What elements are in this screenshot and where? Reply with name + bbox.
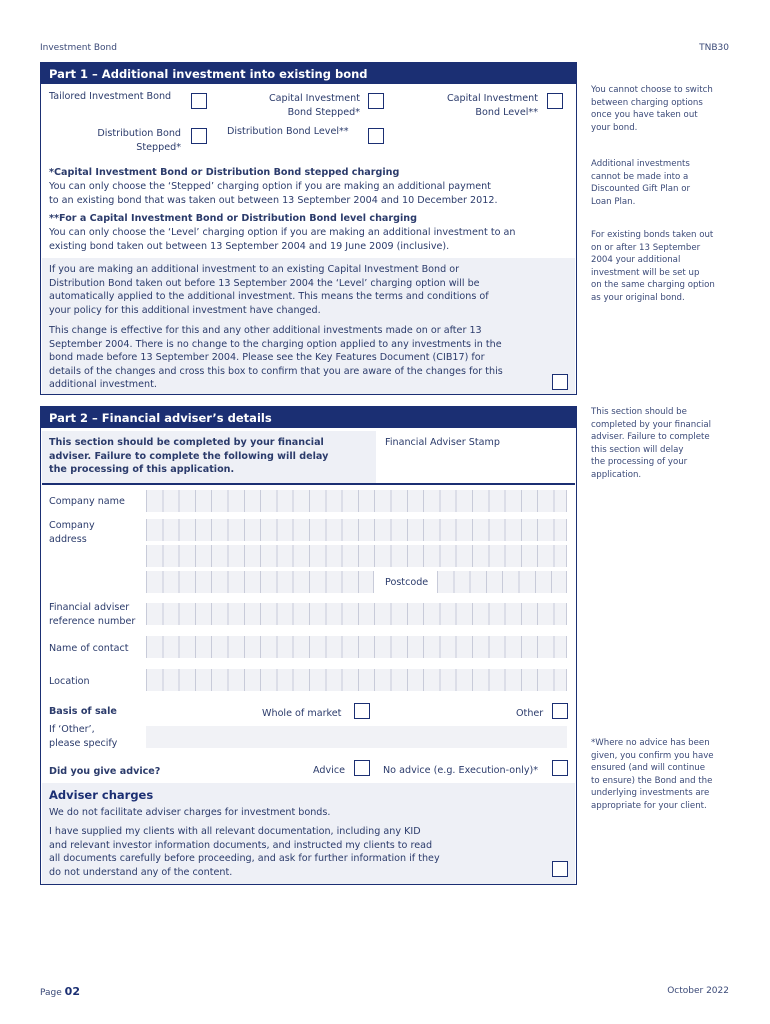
location-label: Location: [49, 676, 90, 687]
dist-stepped-label: Distribution Bond Stepped*: [97, 128, 181, 153]
cap-level-label: Capital Investment Bond Level**: [446, 93, 538, 118]
whole-of-market-label: Whole of market: [262, 708, 342, 719]
level-text-2: existing bond taken out between 13 September 2004 and 19 June 2009 (inclusive).: [49, 241, 450, 252]
company-address-label: Company address: [49, 520, 95, 545]
basis-of-sale-label: Basis of sale: [49, 706, 117, 717]
did-you-give-advice-label: Did you give advice?: [49, 766, 161, 777]
other-label: Other: [516, 708, 544, 719]
cap-stepped-checkbox[interactable]: [368, 93, 384, 109]
advice-checkbox[interactable]: [354, 760, 370, 776]
postcode-input[interactable]: [437, 571, 567, 593]
dist-level-label: Distribution Bond Level**: [227, 126, 349, 137]
page-number: Page 02: [40, 985, 80, 998]
ref-number-input[interactable]: [146, 603, 567, 625]
if-other-label: If ‘Other’, please specify: [49, 724, 118, 749]
declaration-checkbox[interactable]: [552, 861, 568, 877]
location-input[interactable]: [146, 669, 567, 691]
cap-level-checkbox[interactable]: [547, 93, 563, 109]
company-address-line-2[interactable]: [146, 545, 567, 567]
document-title: Investment Bond: [40, 43, 117, 53]
side-note-gift-plan: Additional investments cannot be made into a Discounted Gift Plan or Loan Plan.: [591, 159, 691, 207]
part2-title: Part 2 – Financial adviser’s details: [41, 407, 576, 428]
notice-paragraph-1: If you are making an additional investment to an existing Capital Investment Bond or Distribution Bond taken out before 13 September 2004 the ‘Level’ charging option will be automatically applied to the additional investment. This means the terms and conditions of your policy for this additional investment have changed.: [49, 264, 489, 316]
side-note-switching: You cannot choose to switch between charging options once you have taken out your bond.: [591, 85, 713, 133]
adviser-charges-title: Adviser charges: [49, 788, 154, 802]
dist-stepped-checkbox[interactable]: [191, 128, 207, 144]
footer-date: October 2022: [667, 986, 729, 996]
form-code: TNB30: [699, 43, 729, 53]
tailored-checkbox[interactable]: [191, 93, 207, 109]
part1-title: Part 1 – Additional investment into existing bond: [41, 63, 576, 84]
side-note-adviser: This section should be completed by your financial adviser. Failure to complete this section will delay the processing of your application.: [591, 407, 711, 480]
tailored-label: Tailored Investment Bond: [49, 91, 172, 102]
no-advice-checkbox[interactable]: [552, 760, 568, 776]
company-address-line-3[interactable]: [146, 571, 374, 593]
whole-of-market-checkbox[interactable]: [354, 703, 370, 719]
postcode-label: Postcode: [385, 577, 429, 588]
advice-label: Advice: [313, 765, 346, 776]
dist-level-checkbox[interactable]: [368, 128, 384, 144]
cap-stepped-label: Capital Investment Bond Stepped*: [268, 93, 360, 118]
contact-name-input[interactable]: [146, 636, 567, 658]
side-note-no-advice: *Where no advice has been given, you confirm you have ensured (and will continue to ensure) the Bond and the underlying investments are appropriate for your client.: [591, 738, 714, 811]
stepped-text-2: to an existing bond that was taken out between 13 September 2004 and 10 December 2012.: [49, 195, 498, 206]
adviser-intro: This section should be completed by your financial adviser. Failure to complete the following will delay the processing of this application.: [49, 437, 329, 475]
stamp-label: Financial Adviser Stamp: [385, 437, 500, 448]
adviser-declaration: I have supplied my clients with all relevant documentation, including any KID and relevant investor information documents, and instructed my clients to read all documents carefully before proceeding, and ask for further information if they do not understand any of the content.: [49, 826, 440, 878]
divider: [42, 483, 575, 485]
stepped-heading: *Capital Investment Bond or Distribution Bond stepped charging: [49, 167, 400, 178]
stepped-text-1: You can only choose the ‘Stepped’ charging option if you are making an additional payment: [49, 181, 491, 192]
company-name-input[interactable]: [146, 490, 567, 512]
ref-number-label: Financial adviser reference number: [49, 602, 136, 627]
confirm-changes-checkbox[interactable]: [552, 374, 568, 390]
other-checkbox[interactable]: [552, 703, 568, 719]
other-specify-input[interactable]: [146, 726, 567, 748]
no-advice-label: No advice (e.g. Execution-only)*: [383, 765, 539, 776]
side-note-existing-bonds: For existing bonds taken out on or after 13 September 2004 your additional investment will be set up on the same charging option as your original bond.: [591, 230, 715, 303]
contact-name-label: Name of contact: [49, 643, 129, 654]
company-address-line-1[interactable]: [146, 519, 567, 541]
notice-paragraph-2: This change is effective for this and any other additional investments made on or after 13 September 2004. There is no change to the charging option applied to any investments in the bond made before 13 September 2004. Please see the Key Features Document (CIB17) for details of the changes and cross this box to confirm that you are aware of the changes for this additional investment.: [49, 325, 503, 390]
company-name-label: Company name: [49, 496, 125, 507]
adviser-charges-note: We do not facilitate adviser charges for investment bonds.: [49, 807, 331, 818]
level-text-1: You can only choose the ‘Level’ charging option if you are making an additional investment to an: [49, 227, 516, 238]
level-heading: **For a Capital Investment Bond or Distribution Bond level charging: [49, 213, 417, 224]
